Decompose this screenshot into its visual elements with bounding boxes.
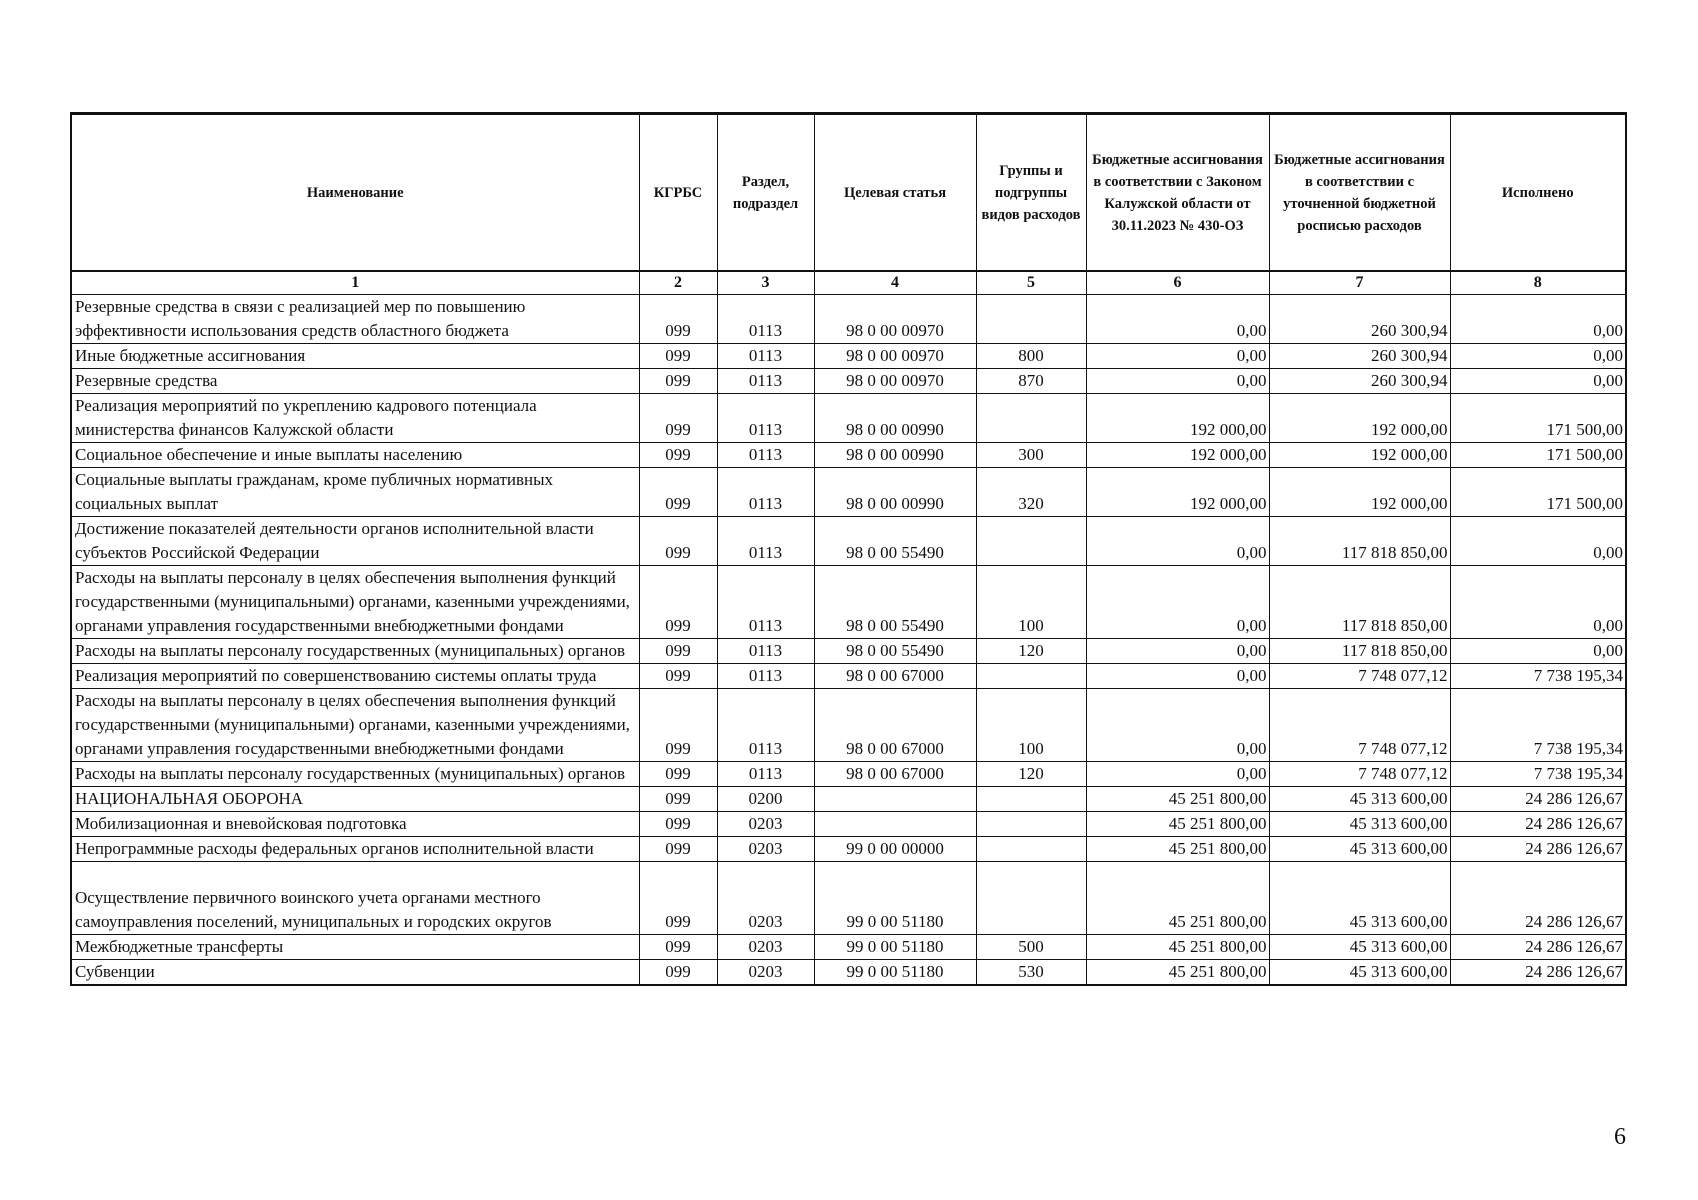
row-name-cell: Социальное обеспечение и иные выплаты населению bbox=[71, 443, 639, 468]
row-group-cell: 800 bbox=[976, 344, 1086, 369]
row-roster-amount-cell: 192 000,00 bbox=[1269, 468, 1450, 517]
table-row bbox=[71, 639, 1626, 664]
row-law-amount-cell: 192 000,00 bbox=[1086, 394, 1269, 443]
row-section-cell: 0113 bbox=[717, 369, 814, 394]
row-target-cell: 98 0 00 00970 bbox=[814, 344, 976, 369]
row-name-cell: НАЦИОНАЛЬНАЯ ОБОРОНА bbox=[71, 787, 639, 812]
row-section-cell: 0203 bbox=[717, 935, 814, 960]
row-law-amount-cell: 0,00 bbox=[1086, 689, 1269, 762]
row-executed-amount-cell: 24 286 126,67 bbox=[1450, 960, 1626, 986]
row-name-cell: Расходы на выплаты персоналу в целях обеспечения выполнения функций государственными (муниципальными) органами, казенными учреждениями, органами управления государственными внебюджетными фондами bbox=[71, 566, 639, 639]
row-section-cell: 0113 bbox=[717, 689, 814, 762]
row-executed-amount-cell: 0,00 bbox=[1450, 369, 1626, 394]
table-row bbox=[71, 812, 1626, 837]
row-section-cell: 0113 bbox=[717, 517, 814, 566]
row-kgrbs-cell: 099 bbox=[639, 812, 717, 837]
row-roster-amount-cell: 45 313 600,00 bbox=[1269, 960, 1450, 986]
column-number: 4 bbox=[814, 271, 976, 295]
row-executed-amount-cell: 24 286 126,67 bbox=[1450, 787, 1626, 812]
row-kgrbs-cell: 099 bbox=[639, 295, 717, 344]
row-executed-amount-cell: 0,00 bbox=[1450, 295, 1626, 344]
row-target-cell: 98 0 00 55490 bbox=[814, 566, 976, 639]
row-group-cell: 100 bbox=[976, 689, 1086, 762]
row-target-cell: 98 0 00 55490 bbox=[814, 517, 976, 566]
row-kgrbs-cell: 099 bbox=[639, 787, 717, 812]
table-row bbox=[71, 369, 1626, 394]
row-roster-amount-cell: 260 300,94 bbox=[1269, 369, 1450, 394]
row-roster-amount-cell: 45 313 600,00 bbox=[1269, 787, 1450, 812]
row-group-cell bbox=[976, 812, 1086, 837]
row-roster-amount-cell: 45 313 600,00 bbox=[1269, 837, 1450, 862]
row-executed-amount-cell: 24 286 126,67 bbox=[1450, 837, 1626, 862]
row-section-cell: 0113 bbox=[717, 639, 814, 664]
row-section-cell: 0113 bbox=[717, 443, 814, 468]
row-executed-amount-cell: 171 500,00 bbox=[1450, 443, 1626, 468]
header-target-article: Целевая статья bbox=[814, 114, 976, 272]
row-kgrbs-cell: 099 bbox=[639, 960, 717, 986]
row-executed-amount-cell: 24 286 126,67 bbox=[1450, 862, 1626, 935]
row-section-cell: 0203 bbox=[717, 960, 814, 986]
row-group-cell bbox=[976, 295, 1086, 344]
row-target-cell: 99 0 00 00000 bbox=[814, 837, 976, 862]
column-number: 3 bbox=[717, 271, 814, 295]
row-kgrbs-cell: 099 bbox=[639, 566, 717, 639]
row-kgrbs-cell: 099 bbox=[639, 369, 717, 394]
row-kgrbs-cell: 099 bbox=[639, 394, 717, 443]
row-roster-amount-cell: 7 748 077,12 bbox=[1269, 689, 1450, 762]
row-target-cell: 98 0 00 55490 bbox=[814, 639, 976, 664]
row-kgrbs-cell: 099 bbox=[639, 664, 717, 689]
row-roster-amount-cell: 192 000,00 bbox=[1269, 394, 1450, 443]
row-executed-amount-cell: 24 286 126,67 bbox=[1450, 812, 1626, 837]
row-group-cell: 320 bbox=[976, 468, 1086, 517]
table-row bbox=[71, 837, 1626, 862]
row-executed-amount-cell: 7 738 195,34 bbox=[1450, 762, 1626, 787]
row-roster-amount-cell: 7 748 077,12 bbox=[1269, 664, 1450, 689]
row-group-cell: 100 bbox=[976, 566, 1086, 639]
row-section-cell: 0203 bbox=[717, 812, 814, 837]
table-row bbox=[71, 664, 1626, 689]
row-executed-amount-cell: 171 500,00 bbox=[1450, 468, 1626, 517]
row-name-cell: Непрограммные расходы федеральных органов исполнительной власти bbox=[71, 837, 639, 862]
row-executed-amount-cell: 0,00 bbox=[1450, 344, 1626, 369]
row-group-cell bbox=[976, 862, 1086, 935]
row-group-cell bbox=[976, 517, 1086, 566]
row-kgrbs-cell: 099 bbox=[639, 837, 717, 862]
row-section-cell: 0113 bbox=[717, 394, 814, 443]
row-group-cell: 120 bbox=[976, 639, 1086, 664]
row-law-amount-cell: 45 251 800,00 bbox=[1086, 837, 1269, 862]
row-roster-amount-cell: 260 300,94 bbox=[1269, 344, 1450, 369]
row-group-cell: 530 bbox=[976, 960, 1086, 986]
row-executed-amount-cell: 171 500,00 bbox=[1450, 394, 1626, 443]
header-section: Раздел, подраздел bbox=[717, 114, 814, 272]
column-number: 7 bbox=[1269, 271, 1450, 295]
table-row bbox=[71, 935, 1626, 960]
table-row bbox=[71, 295, 1626, 344]
row-roster-amount-cell: 117 818 850,00 bbox=[1269, 566, 1450, 639]
row-name-cell: Реализация мероприятий по совершенствованию системы оплаты труда bbox=[71, 664, 639, 689]
row-target-cell: 98 0 00 67000 bbox=[814, 689, 976, 762]
header-executed: Исполнено bbox=[1450, 114, 1626, 272]
row-kgrbs-cell: 099 bbox=[639, 443, 717, 468]
row-law-amount-cell: 45 251 800,00 bbox=[1086, 935, 1269, 960]
row-target-cell: 98 0 00 67000 bbox=[814, 762, 976, 787]
row-law-amount-cell: 0,00 bbox=[1086, 295, 1269, 344]
row-name-cell: Резервные средства в связи с реализацией мер по повышению эффективности использования средств областного бюджета bbox=[71, 295, 639, 344]
table-row bbox=[71, 468, 1626, 517]
row-name-cell: Расходы на выплаты персоналу государственных (муниципальных) органов bbox=[71, 762, 639, 787]
table-row bbox=[71, 517, 1626, 566]
row-roster-amount-cell: 117 818 850,00 bbox=[1269, 639, 1450, 664]
row-roster-amount-cell: 117 818 850,00 bbox=[1269, 517, 1450, 566]
table-row bbox=[71, 762, 1626, 787]
row-name-cell: Социальные выплаты гражданам, кроме публичных нормативных социальных выплат bbox=[71, 468, 639, 517]
row-section-cell: 0113 bbox=[717, 344, 814, 369]
table-row bbox=[71, 344, 1626, 369]
row-group-cell bbox=[976, 837, 1086, 862]
row-group-cell bbox=[976, 664, 1086, 689]
row-target-cell: 98 0 00 67000 bbox=[814, 664, 976, 689]
row-target-cell bbox=[814, 787, 976, 812]
table-row bbox=[71, 960, 1626, 986]
row-target-cell: 99 0 00 51180 bbox=[814, 862, 976, 935]
row-kgrbs-cell: 099 bbox=[639, 862, 717, 935]
row-roster-amount-cell: 260 300,94 bbox=[1269, 295, 1450, 344]
column-number: 6 bbox=[1086, 271, 1269, 295]
table-row bbox=[71, 443, 1626, 468]
row-target-cell: 98 0 00 00990 bbox=[814, 443, 976, 468]
table-row bbox=[71, 862, 1626, 935]
row-section-cell: 0113 bbox=[717, 664, 814, 689]
row-section-cell: 0113 bbox=[717, 295, 814, 344]
row-law-amount-cell: 0,00 bbox=[1086, 762, 1269, 787]
row-target-cell: 98 0 00 00970 bbox=[814, 369, 976, 394]
row-section-cell: 0113 bbox=[717, 468, 814, 517]
row-group-cell: 870 bbox=[976, 369, 1086, 394]
header-row bbox=[71, 114, 1626, 272]
row-roster-amount-cell: 45 313 600,00 bbox=[1269, 812, 1450, 837]
row-group-cell: 500 bbox=[976, 935, 1086, 960]
row-target-cell: 99 0 00 51180 bbox=[814, 935, 976, 960]
column-number-row bbox=[71, 271, 1626, 295]
row-law-amount-cell: 0,00 bbox=[1086, 639, 1269, 664]
row-kgrbs-cell: 099 bbox=[639, 935, 717, 960]
row-law-amount-cell: 45 251 800,00 bbox=[1086, 862, 1269, 935]
row-law-amount-cell: 0,00 bbox=[1086, 344, 1269, 369]
row-law-amount-cell: 0,00 bbox=[1086, 369, 1269, 394]
row-name-cell: Межбюджетные трансферты bbox=[71, 935, 639, 960]
column-number: 1 bbox=[71, 271, 639, 295]
row-name-cell: Мобилизационная и вневойсковая подготовка bbox=[71, 812, 639, 837]
header-law-allocations: Бюджетные ассигнования в соответствии с Законом Калужской области от 30.11.2023 № 430-ОЗ bbox=[1086, 114, 1269, 272]
row-law-amount-cell: 45 251 800,00 bbox=[1086, 787, 1269, 812]
row-kgrbs-cell: 099 bbox=[639, 762, 717, 787]
row-group-cell: 120 bbox=[976, 762, 1086, 787]
header-roster-allocations: Бюджетные ассигнования в соответствии с уточненной бюджетной росписью расходов bbox=[1269, 114, 1450, 272]
row-name-cell: Субвенции bbox=[71, 960, 639, 986]
table-row bbox=[71, 787, 1626, 812]
row-law-amount-cell: 192 000,00 bbox=[1086, 443, 1269, 468]
row-roster-amount-cell: 192 000,00 bbox=[1269, 443, 1450, 468]
row-kgrbs-cell: 099 bbox=[639, 689, 717, 762]
row-law-amount-cell: 0,00 bbox=[1086, 664, 1269, 689]
row-target-cell bbox=[814, 812, 976, 837]
row-law-amount-cell: 0,00 bbox=[1086, 566, 1269, 639]
row-target-cell: 98 0 00 00990 bbox=[814, 394, 976, 443]
row-kgrbs-cell: 099 bbox=[639, 468, 717, 517]
row-kgrbs-cell: 099 bbox=[639, 639, 717, 664]
row-name-cell: Расходы на выплаты персоналу государственных (муниципальных) органов bbox=[71, 639, 639, 664]
row-group-cell: 300 bbox=[976, 443, 1086, 468]
row-name-cell: Резервные средства bbox=[71, 369, 639, 394]
row-target-cell: 98 0 00 00990 bbox=[814, 468, 976, 517]
row-law-amount-cell: 45 251 800,00 bbox=[1086, 812, 1269, 837]
table-row bbox=[71, 394, 1626, 443]
column-number: 2 bbox=[639, 271, 717, 295]
row-roster-amount-cell: 45 313 600,00 bbox=[1269, 862, 1450, 935]
row-target-cell: 98 0 00 00970 bbox=[814, 295, 976, 344]
row-name-cell: Расходы на выплаты персоналу в целях обеспечения выполнения функций государственными (муниципальными) органами, казенными учреждениями, органами управления государственными внебюджетными фондами bbox=[71, 689, 639, 762]
row-executed-amount-cell: 0,00 bbox=[1450, 517, 1626, 566]
row-section-cell: 0200 bbox=[717, 787, 814, 812]
row-section-cell: 0113 bbox=[717, 566, 814, 639]
header-kgrbs: КГРБС bbox=[639, 114, 717, 272]
row-section-cell: 0113 bbox=[717, 762, 814, 787]
table-row bbox=[71, 689, 1626, 762]
row-group-cell bbox=[976, 787, 1086, 812]
row-roster-amount-cell: 7 748 077,12 bbox=[1269, 762, 1450, 787]
row-executed-amount-cell: 7 738 195,34 bbox=[1450, 689, 1626, 762]
budget-execution-table bbox=[70, 112, 1627, 986]
row-name-cell: Иные бюджетные ассигнования bbox=[71, 344, 639, 369]
row-law-amount-cell: 0,00 bbox=[1086, 517, 1269, 566]
row-law-amount-cell: 45 251 800,00 bbox=[1086, 960, 1269, 986]
row-name-cell: Достижение показателей деятельности органов исполнительной власти субъектов Российской Федерации bbox=[71, 517, 639, 566]
row-name-cell: Реализация мероприятий по укреплению кадрового потенциала министерства финансов Калужской области bbox=[71, 394, 639, 443]
row-roster-amount-cell: 45 313 600,00 bbox=[1269, 935, 1450, 960]
column-number: 8 bbox=[1450, 271, 1626, 295]
row-law-amount-cell: 192 000,00 bbox=[1086, 468, 1269, 517]
row-executed-amount-cell: 0,00 bbox=[1450, 566, 1626, 639]
row-executed-amount-cell: 7 738 195,34 bbox=[1450, 664, 1626, 689]
table-row bbox=[71, 566, 1626, 639]
row-executed-amount-cell: 0,00 bbox=[1450, 639, 1626, 664]
row-target-cell: 99 0 00 51180 bbox=[814, 960, 976, 986]
row-name-cell: Осуществление первичного воинского учета органами местного самоуправления поселений, муниципальных и городских округов bbox=[71, 862, 639, 935]
row-group-cell bbox=[976, 394, 1086, 443]
row-section-cell: 0203 bbox=[717, 837, 814, 862]
header-name: Наименование bbox=[71, 114, 639, 272]
row-kgrbs-cell: 099 bbox=[639, 344, 717, 369]
row-kgrbs-cell: 099 bbox=[639, 517, 717, 566]
row-section-cell: 0203 bbox=[717, 862, 814, 935]
header-expense-groups: Группы и подгруппы видов расходов bbox=[976, 114, 1086, 272]
page-number: 6 bbox=[1614, 1124, 1626, 1150]
column-number: 5 bbox=[976, 271, 1086, 295]
row-executed-amount-cell: 24 286 126,67 bbox=[1450, 935, 1626, 960]
